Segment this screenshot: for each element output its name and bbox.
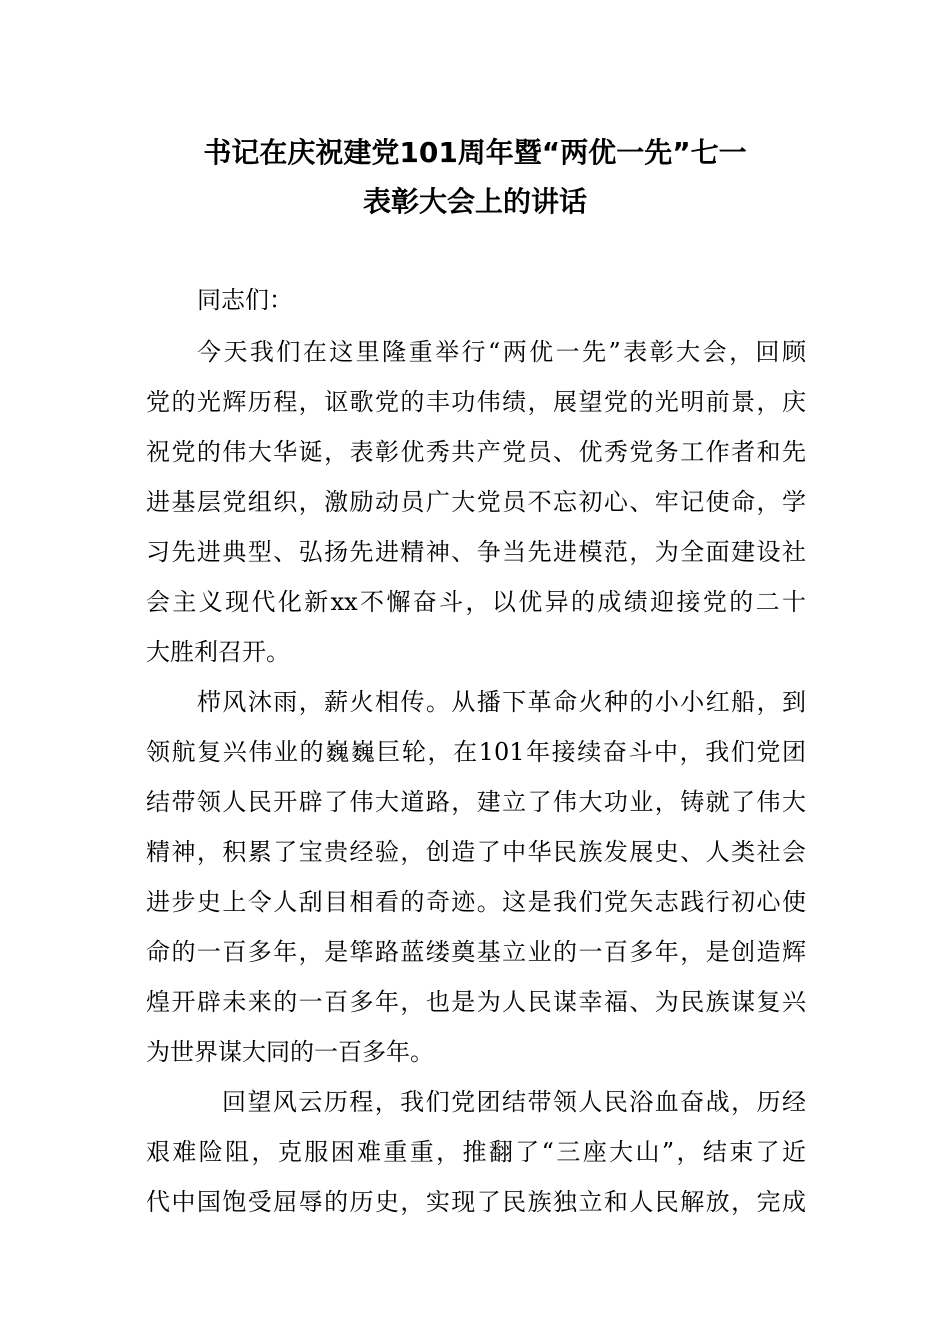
document-title-line-1: 书记在庆祝建党101周年暨“两优一先”七一: [203, 136, 747, 169]
paragraph-3-line: 回望风云历程，我们党团结带领人民浴血奋战，历经: [222, 1088, 806, 1116]
paragraph-2-line: 结带领人民开辟了伟大道路，建立了伟大功业，铸就了伟大: [146, 788, 806, 816]
paragraph-2-line: 煌开辟未来的一百多年，也是为人民谋幸福、为民族谋复兴: [146, 988, 806, 1016]
paragraph-1-line: 今天我们在这里隆重举行“两优一先”表彰大会，回顾: [197, 338, 806, 366]
paragraph-1-line: 进基层党组织，激励动员广大党员不忘初心、牢记使命，学: [146, 488, 806, 516]
paragraph-3-line: 艰难险阻，克服困难重重，推翻了“三座大山”，结束了近: [146, 1138, 806, 1166]
paragraph-1-line: 习先进典型、弘扬先进精神、争当先进模范，为全面建设社: [146, 538, 806, 566]
paragraph-3-line: 代中国饱受屈辱的历史，实现了民族独立和人民解放，完成: [146, 1188, 806, 1216]
paragraph-2-line: 领航复兴伟业的巍巍巨轮，在101年接续奋斗中，我们党团: [146, 738, 806, 766]
paragraph-1-line: 党的光辉历程，讴歌党的丰功伟绩，展望党的光明前景，庆: [146, 388, 806, 416]
paragraph-1-line: 大胜利召开。: [146, 638, 290, 666]
paragraph-2-line: 为世界谋大同的一百多年。: [146, 1038, 434, 1066]
paragraph-1-line: 祝党的伟大华诞，表彰优秀共产党员、优秀党务工作者和先: [146, 438, 806, 466]
paragraph-2-line: 精神，积累了宝贵经验，创造了中华民族发展史、人类社会: [146, 838, 806, 866]
paragraph-2-line: 栉风沐雨，薪火相传。从播下革命火种的小小红船，到: [197, 688, 806, 716]
document-title-line-2: 表彰大会上的讲话: [362, 185, 587, 218]
paragraph-2-line: 进步史上令人刮目相看的奇迹。这是我们党矢志践行初心使: [146, 888, 806, 916]
paragraph-2-line: 命的一百多年，是筚路蓝缕奠基立业的一百多年，是创造辉: [146, 938, 806, 966]
salutation: 同志们：: [197, 286, 293, 314]
paragraph-1-line: 会主义现代化新xx不懈奋斗，以优异的成绩迎接党的二十: [146, 588, 806, 616]
